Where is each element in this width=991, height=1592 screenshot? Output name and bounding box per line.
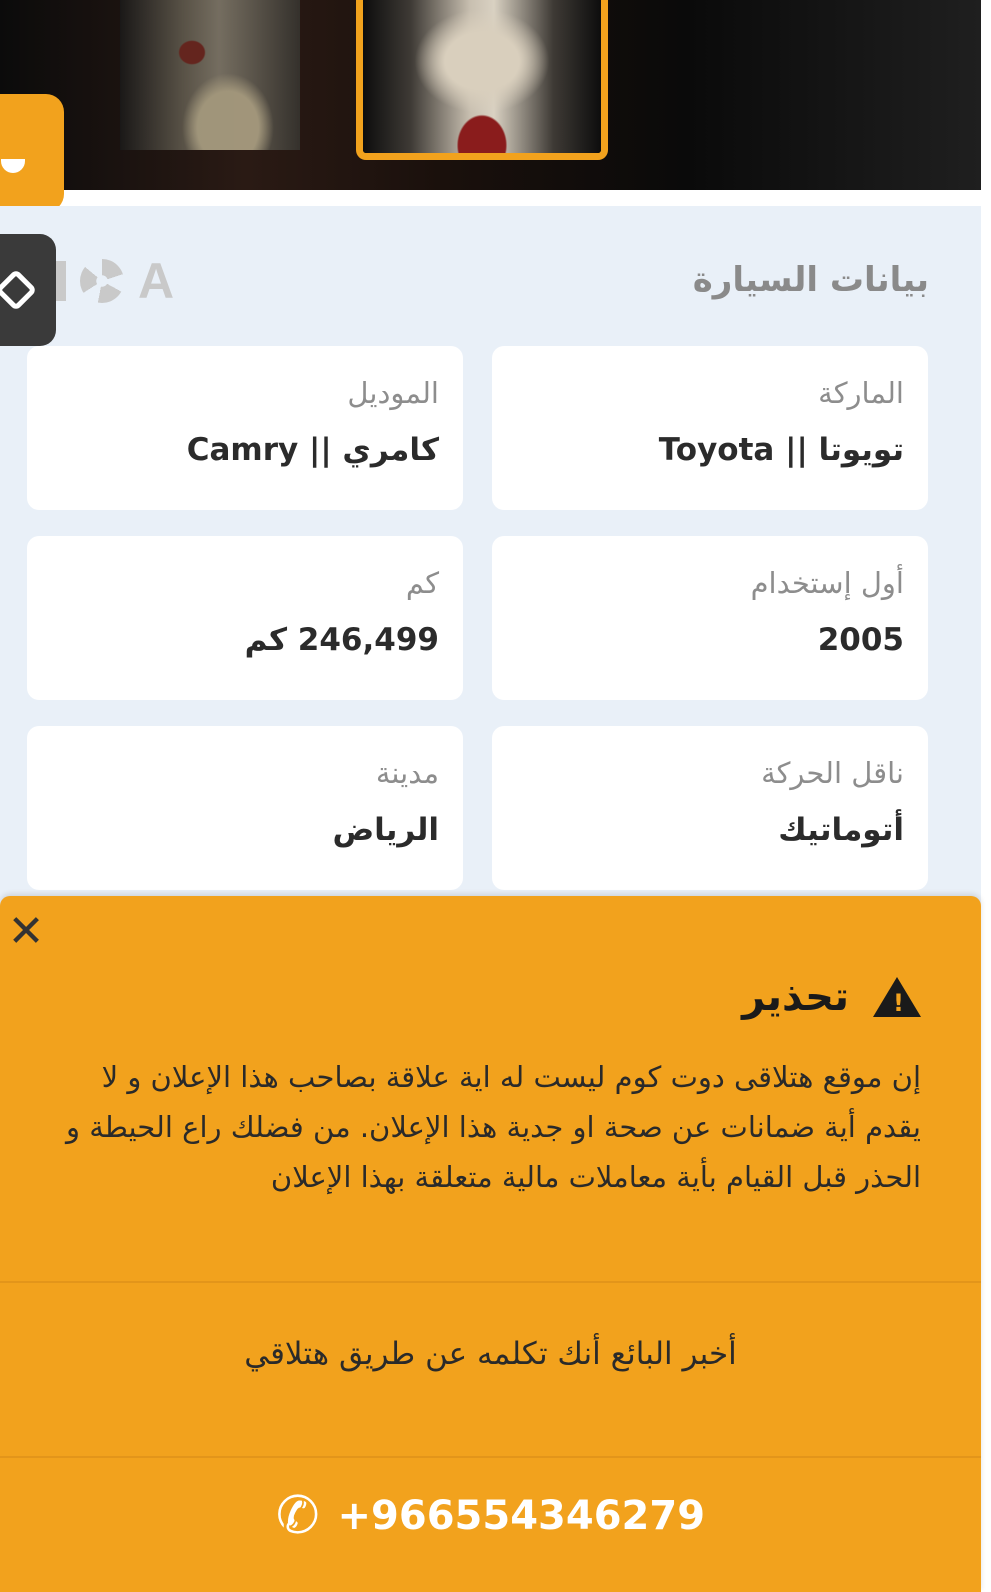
- card-city: [27, 726, 463, 890]
- card-value: الرياض: [332, 812, 439, 848]
- divider: [0, 1281, 981, 1283]
- card-label: الماركة: [818, 376, 904, 410]
- card-mileage: [27, 536, 463, 700]
- gear-icon: [80, 259, 124, 303]
- car-interior-photo: [120, 0, 300, 150]
- close-icon[interactable]: ✕: [7, 906, 45, 957]
- card-brand: [492, 346, 928, 510]
- card-label: أول إستخدام: [750, 566, 904, 600]
- section-title: بيانات السيارة: [692, 260, 929, 300]
- warning-text: إن موقع هتلاقى دوت كوم ليست له اية علاقة بصاحب هذا الإعلان و لا يقدم أية ضمانات عن صحة او جدية هذا الإعلان. من فضلك راع الحيطة و الحذر قبل القيام بأية معاملات مالية متعلقة بهذا الإعلان: [66, 1060, 921, 1194]
- divider: [0, 1456, 981, 1458]
- car-interior-photo: [363, 0, 601, 153]
- card-label: كم: [405, 566, 439, 600]
- card-value: كامري || Camry: [186, 432, 439, 468]
- warning-header: [742, 974, 921, 1020]
- car-details-section: [0, 206, 981, 906]
- warning-panel: [0, 896, 981, 1592]
- phone-icon: ✆: [275, 1486, 320, 1546]
- warning-title: تحذير: [742, 974, 849, 1020]
- gallery-thumbnail-selected[interactable]: [356, 0, 608, 160]
- phone-number: +966554346279: [337, 1493, 706, 1539]
- chat-icon: [1, 159, 25, 173]
- image-gallery: [0, 0, 981, 190]
- seller-note: أخبر البائع أنك تكلمه عن طريق هتلاقي: [244, 1336, 737, 1372]
- card-transmission: [492, 726, 928, 890]
- card-first-use: [492, 536, 928, 700]
- feature-icons: [44, 253, 175, 309]
- automatic-letter-icon: A: [138, 253, 175, 309]
- card-value: 2005: [817, 622, 904, 658]
- tools-button[interactable]: [0, 234, 56, 346]
- chat-button[interactable]: [0, 94, 64, 212]
- card-value: 246,499 كم: [244, 622, 439, 658]
- card-label: مدينة: [375, 756, 439, 790]
- call-button[interactable]: [0, 1486, 981, 1546]
- card-value: تويوتا || Toyota: [658, 432, 904, 468]
- warning-triangle-icon: [873, 977, 921, 1017]
- card-value: أتوماتيك: [778, 812, 904, 848]
- card-model: [27, 346, 463, 510]
- card-label: ناقل الحركة: [761, 756, 904, 790]
- tools-icon: [0, 269, 37, 311]
- gallery-thumbnail[interactable]: [120, 0, 300, 150]
- card-label: الموديل: [347, 376, 439, 410]
